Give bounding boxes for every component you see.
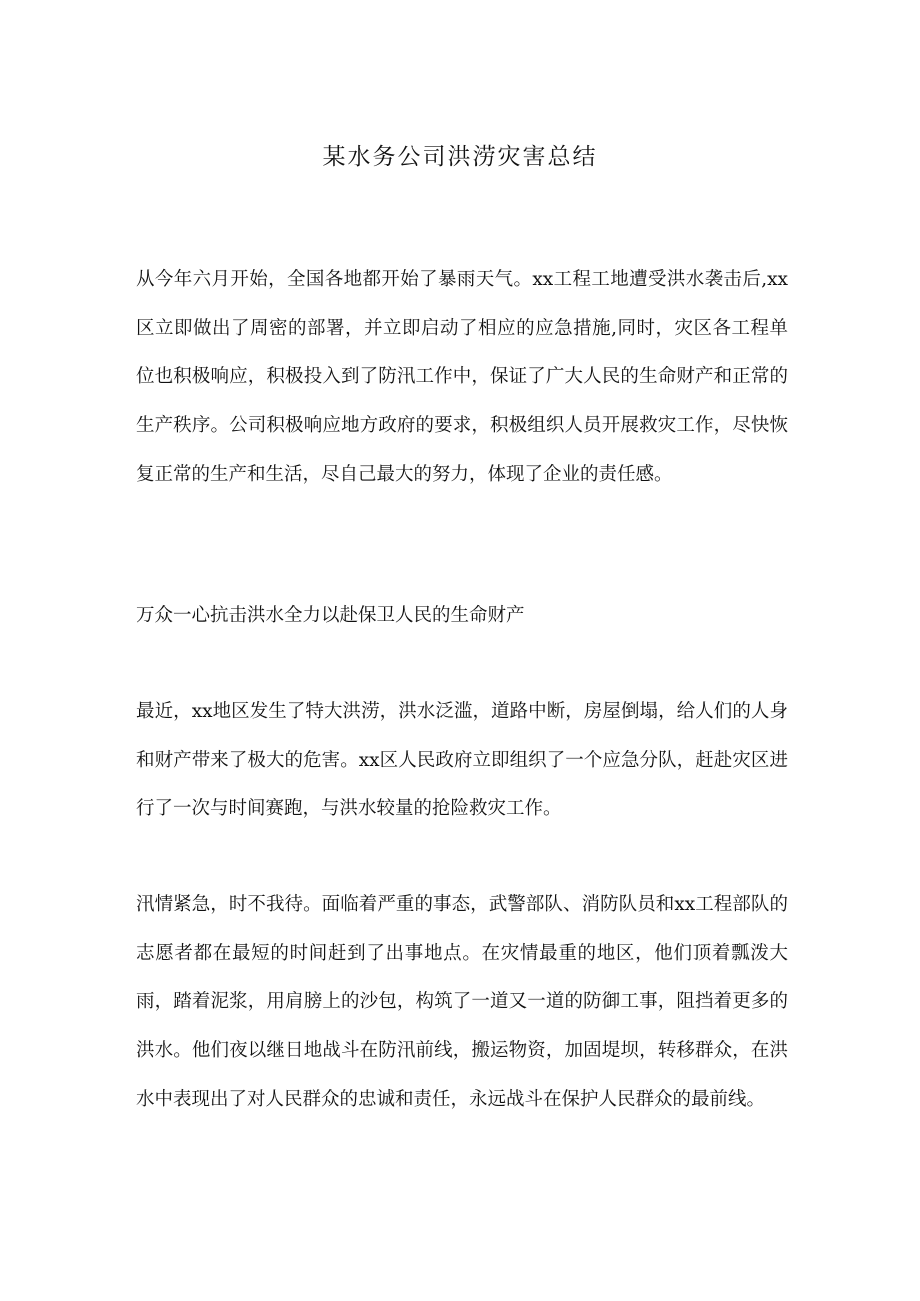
document-title: 某水务公司洪涝灾害总结 bbox=[322, 144, 598, 170]
paragraph-flood-response: 汛情紧急，时不我待。面临着严重的事态，武警部队、消防队员和xx工程部队的志愿者都在最短的时间赶到了出事地点。在灾情最重的地区，他们顶着瓢泼大雨，踏着泥浆，用肩膀上的沙包，构筑了一道又一道的防御工事，阻挡着更多的洪水。他们夜以继日地战斗在防汛前线，搬运物资，加固堤坝，转移群众，在洪水中表现出了对人民群众的忠诚和责任，永远战斗在保护人民群众的最前线。 bbox=[136, 894, 788, 1110]
paragraph-intro: 从今年六月开始，全国各地都开始了暴雨天气。xx工程工地遭受洪水袭击后,xx区立即做出了周密的部署，并立即启动了相应的应急措施,同时，灾区各工程单位也积极响应，积极投入到了防汛工作中，保证了广大人民的生命财产和正常的生产秩序。公司积极响应地方政府的要求，积极组织人员开展救灾工作，尽快恢复正常的生产和生活，尽自己最大的努力，体现了企业的责任感。 bbox=[136, 269, 788, 485]
section-heading: 万众一心抗击洪水全力以赴保卫人民的生命财产 bbox=[136, 605, 525, 626]
paragraph-recent-flood: 最近，xx地区发生了特大洪涝，洪水泛滥，道路中断，房屋倒塌，给人们的人身和财产带来了极大的危害。xx区人民政府立即组织了一个应急分队，赶赴灾区进行了一次与时间赛跑，与洪水较量的抢险救灾工作。 bbox=[136, 701, 788, 820]
